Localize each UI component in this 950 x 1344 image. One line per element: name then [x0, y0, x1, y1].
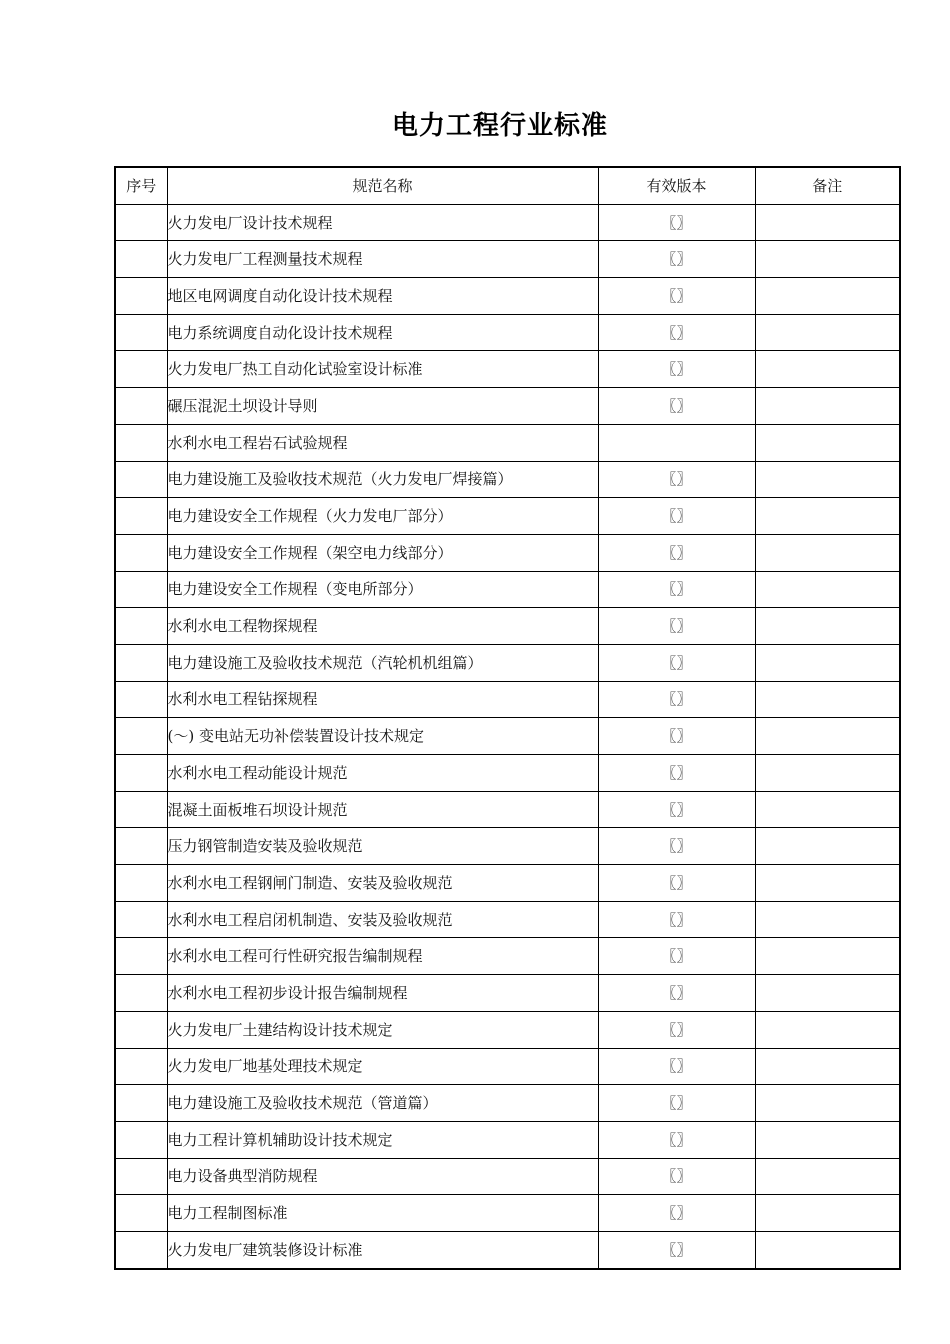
header-remarks: 备注	[755, 167, 900, 204]
table-row	[115, 828, 900, 865]
row-valid-version: 〖〗	[598, 534, 755, 571]
row-valid-version: 〖〗	[598, 351, 755, 388]
table-row	[115, 1011, 900, 1048]
table-row	[115, 608, 900, 645]
row-remarks	[755, 424, 900, 461]
row-remarks	[755, 791, 900, 828]
row-remarks	[755, 351, 900, 388]
row-serial-number	[115, 755, 167, 792]
row-standard-name: 碾压混泥土坝设计导则	[167, 388, 598, 425]
row-valid-version: 〖〗	[598, 755, 755, 792]
row-standard-name: 水利水电工程可行性研究报告编制规程	[167, 938, 598, 975]
table-row	[115, 278, 900, 315]
table-row	[115, 314, 900, 351]
table-row	[115, 1048, 900, 1085]
row-standard-name: 火力发电厂工程测量技术规程	[167, 241, 598, 278]
row-serial-number	[115, 241, 167, 278]
row-valid-version: 〖〗	[598, 1195, 755, 1232]
row-standard-name: 火力发电厂建筑装修设计标准	[167, 1231, 598, 1268]
row-standard-name: 水利水电工程钻探规程	[167, 681, 598, 718]
row-valid-version: 〖〗	[598, 1121, 755, 1158]
row-valid-version: 〖〗	[598, 278, 755, 315]
row-serial-number	[115, 1231, 167, 1268]
row-serial-number	[115, 608, 167, 645]
row-serial-number	[115, 1158, 167, 1195]
table-row	[115, 1085, 900, 1122]
row-standard-name: 电力建设施工及验收技术规范（火力发电厂焊接篇）	[167, 461, 598, 498]
row-serial-number	[115, 534, 167, 571]
row-remarks	[755, 204, 900, 241]
table-row	[115, 461, 900, 498]
table-row	[115, 1158, 900, 1195]
row-valid-version: 〖〗	[598, 1048, 755, 1085]
row-standard-name: 水利水电工程启闭机制造、安装及验收规范	[167, 901, 598, 938]
table-row	[115, 571, 900, 608]
row-standard-name: (～) 变电站无功补偿装置设计技术规定	[167, 718, 598, 755]
table-row	[115, 1231, 900, 1268]
row-standard-name: 混凝土面板堆石坝设计规范	[167, 791, 598, 828]
row-remarks	[755, 388, 900, 425]
row-remarks	[755, 461, 900, 498]
row-remarks	[755, 938, 900, 975]
row-serial-number	[115, 424, 167, 461]
row-remarks	[755, 901, 900, 938]
row-remarks	[755, 534, 900, 571]
row-remarks	[755, 1231, 900, 1268]
row-standard-name: 电力系统调度自动化设计技术规程	[167, 314, 598, 351]
row-remarks	[755, 278, 900, 315]
row-valid-version: 〖〗	[598, 1011, 755, 1048]
table-row	[115, 644, 900, 681]
row-standard-name: 火力发电厂热工自动化试验室设计标准	[167, 351, 598, 388]
row-valid-version: 〖〗	[598, 644, 755, 681]
row-remarks	[755, 865, 900, 902]
row-valid-version: 〖〗	[598, 1158, 755, 1195]
table-row	[115, 351, 900, 388]
row-remarks	[755, 571, 900, 608]
row-standard-name: 水利水电工程动能设计规范	[167, 755, 598, 792]
row-valid-version: 〖〗	[598, 791, 755, 828]
row-valid-version	[598, 424, 755, 461]
row-serial-number	[115, 461, 167, 498]
row-serial-number	[115, 388, 167, 425]
row-remarks	[755, 644, 900, 681]
row-valid-version: 〖〗	[598, 608, 755, 645]
table-row	[115, 204, 900, 241]
table-row	[115, 241, 900, 278]
table-row	[115, 424, 900, 461]
table-row	[115, 534, 900, 571]
row-remarks	[755, 1085, 900, 1122]
row-valid-version: 〖〗	[598, 1231, 755, 1268]
row-standard-name: 火力发电厂地基处理技术规定	[167, 1048, 598, 1085]
row-serial-number	[115, 718, 167, 755]
row-remarks	[755, 1011, 900, 1048]
table-row	[115, 938, 900, 975]
row-remarks	[755, 828, 900, 865]
row-serial-number	[115, 681, 167, 718]
table-row	[115, 901, 900, 938]
table-body	[115, 204, 900, 1268]
row-valid-version: 〖〗	[598, 681, 755, 718]
row-standard-name: 电力建设施工及验收技术规范（汽轮机机组篇）	[167, 644, 598, 681]
row-serial-number	[115, 351, 167, 388]
row-standard-name: 地区电网调度自动化设计技术规程	[167, 278, 598, 315]
row-standard-name: 压力钢管制造安装及验收规范	[167, 828, 598, 865]
row-serial-number	[115, 571, 167, 608]
row-standard-name: 电力工程计算机辅助设计技术规定	[167, 1121, 598, 1158]
row-standard-name: 电力建设安全工作规程（架空电力线部分）	[167, 534, 598, 571]
row-remarks	[755, 975, 900, 1012]
row-valid-version: 〖〗	[598, 828, 755, 865]
table-row	[115, 1121, 900, 1158]
row-remarks	[755, 1158, 900, 1195]
row-serial-number	[115, 498, 167, 535]
row-serial-number	[115, 314, 167, 351]
row-standard-name: 水利水电工程物探规程	[167, 608, 598, 645]
row-valid-version: 〖〗	[598, 241, 755, 278]
row-remarks	[755, 1121, 900, 1158]
table-row	[115, 975, 900, 1012]
row-serial-number	[115, 975, 167, 1012]
page-title: 电力工程行业标准	[391, 111, 608, 141]
table-row	[115, 865, 900, 902]
table-row	[115, 755, 900, 792]
row-standard-name: 电力工程制图标准	[167, 1195, 598, 1232]
row-remarks	[755, 681, 900, 718]
row-remarks	[755, 498, 900, 535]
row-valid-version: 〖〗	[598, 938, 755, 975]
row-standard-name: 水利水电工程钢闸门制造、安装及验收规范	[167, 865, 598, 902]
row-serial-number	[115, 828, 167, 865]
row-standard-name: 水利水电工程初步设计报告编制规程	[167, 975, 598, 1012]
table-row	[115, 681, 900, 718]
table-header	[115, 167, 900, 204]
row-serial-number	[115, 865, 167, 902]
row-standard-name: 电力设备典型消防规程	[167, 1158, 598, 1195]
row-valid-version: 〖〗	[598, 571, 755, 608]
standards-table	[114, 166, 901, 1270]
row-remarks	[755, 314, 900, 351]
header-row	[115, 167, 900, 204]
row-standard-name: 水利水电工程岩石试验规程	[167, 424, 598, 461]
row-valid-version: 〖〗	[598, 498, 755, 535]
header-standard-name: 规范名称	[167, 167, 598, 204]
table-row	[115, 1195, 900, 1232]
row-serial-number	[115, 901, 167, 938]
row-standard-name: 火力发电厂土建结构设计技术规定	[167, 1011, 598, 1048]
row-valid-version: 〖〗	[598, 388, 755, 425]
row-valid-version: 〖〗	[598, 461, 755, 498]
row-valid-version: 〖〗	[598, 901, 755, 938]
row-remarks	[755, 1048, 900, 1085]
row-valid-version: 〖〗	[598, 865, 755, 902]
table-row	[115, 718, 900, 755]
row-remarks	[755, 1195, 900, 1232]
row-serial-number	[115, 1048, 167, 1085]
row-serial-number	[115, 204, 167, 241]
row-serial-number	[115, 938, 167, 975]
row-valid-version: 〖〗	[598, 1085, 755, 1122]
row-remarks	[755, 755, 900, 792]
row-serial-number	[115, 1085, 167, 1122]
row-remarks	[755, 608, 900, 645]
row-serial-number	[115, 644, 167, 681]
row-serial-number	[115, 1011, 167, 1048]
row-valid-version: 〖〗	[598, 975, 755, 1012]
row-valid-version: 〖〗	[598, 204, 755, 241]
row-standard-name: 电力建设安全工作规程（火力发电厂部分）	[167, 498, 598, 535]
row-valid-version: 〖〗	[598, 314, 755, 351]
row-standard-name: 火力发电厂设计技术规程	[167, 204, 598, 241]
table-row	[115, 388, 900, 425]
header-valid-version: 有效版本	[598, 167, 755, 204]
table-row	[115, 791, 900, 828]
table-row	[115, 498, 900, 535]
row-serial-number	[115, 1121, 167, 1158]
row-serial-number	[115, 278, 167, 315]
row-serial-number	[115, 1195, 167, 1232]
row-serial-number	[115, 791, 167, 828]
row-remarks	[755, 241, 900, 278]
row-valid-version: 〖〗	[598, 718, 755, 755]
row-remarks	[755, 718, 900, 755]
row-standard-name: 电力建设施工及验收技术规范（管道篇）	[167, 1085, 598, 1122]
header-serial-number: 序号	[115, 167, 167, 204]
row-standard-name: 电力建设安全工作规程（变电所部分）	[167, 571, 598, 608]
